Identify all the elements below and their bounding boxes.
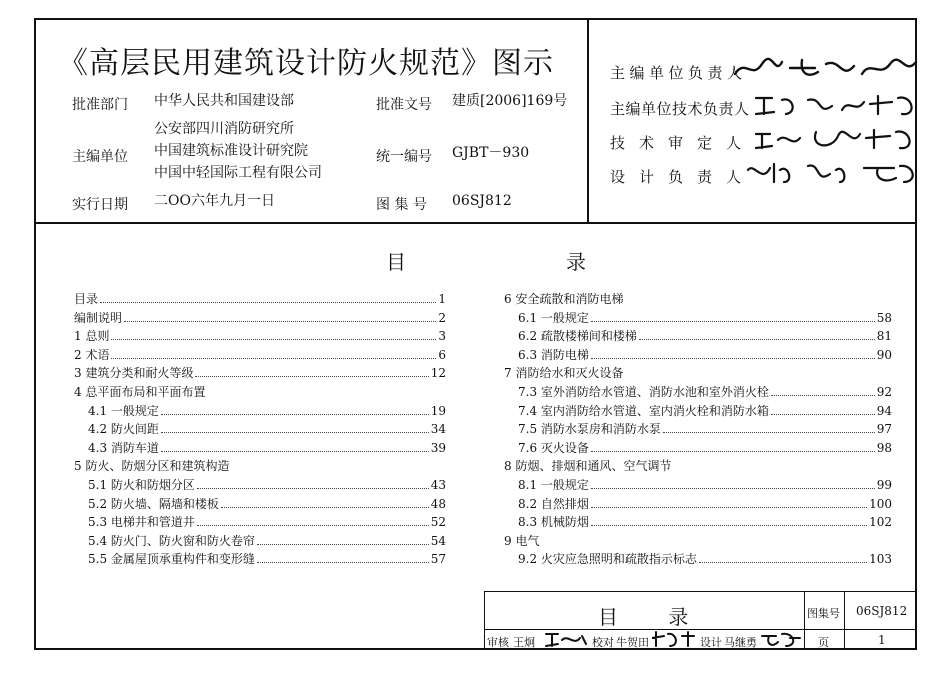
toc-entry-title: 7.3 室外消防给水管道、消防水池和室外消火栓: [518, 384, 769, 399]
atlas-no-label: 图 集 号: [376, 197, 427, 213]
signature-chief-tech: [752, 92, 922, 118]
toc-leader-dots: [591, 487, 875, 489]
toc-leader-dots: [221, 506, 429, 508]
toc-left-column: [74, 290, 446, 569]
toc-entry-page: 103: [869, 552, 892, 567]
toc-entry: [74, 364, 446, 383]
toc-entry-title: 5.1 防火和防烟分区: [88, 477, 195, 492]
approve-dept-label: 批准部门: [72, 97, 128, 113]
unified-no-label: 统一编号: [376, 149, 432, 165]
toc-leader-dots: [591, 357, 875, 359]
review-signature: [544, 630, 588, 648]
check-name: 牛贺田: [616, 636, 649, 649]
toc-entry-title: 6.1 一般规定: [518, 310, 589, 325]
toc-entry: [74, 346, 446, 365]
toc-entry: [504, 290, 892, 309]
toc-leader-dots: [100, 301, 436, 303]
title-block-left-rule: [484, 591, 485, 650]
toc-heading-left: 目: [386, 250, 406, 274]
toc-entry: [504, 309, 892, 328]
toc-entry-page: 58: [876, 310, 892, 325]
toc-entry-page: 81: [876, 329, 892, 344]
toc-leader-dots: [257, 561, 429, 563]
title-block-atlas-value: 06SJ812: [856, 604, 908, 618]
toc-entry: [504, 513, 892, 532]
toc-entry-page: 94: [876, 403, 892, 418]
toc-entry-page: 99: [876, 477, 892, 492]
toc-leader-dots: [699, 561, 867, 563]
toc-entry-title: 6 安全疏散和消防电梯: [504, 292, 624, 306]
header-bottom-rule: [34, 222, 917, 224]
toc-leader-dots: [591, 506, 867, 508]
unified-no-value: GJBT－930: [452, 145, 530, 161]
toc-entry-title: 7.6 灭火设备: [518, 440, 589, 455]
toc-entry-page: 57: [430, 552, 446, 567]
title-block-atlas-label: 图集号: [807, 607, 840, 620]
toc-entry: [504, 346, 892, 365]
toc-entry: [74, 402, 446, 421]
toc-entry-page: 34: [430, 422, 446, 437]
toc-entry-page: 54: [430, 533, 446, 548]
toc-leader-dots: [257, 543, 429, 545]
toc-entry-title: 7.5 消防水泵房和消防水泵: [518, 422, 661, 437]
toc-entry-title: 8 防烟、排烟和通风、空气调节: [504, 459, 672, 474]
toc-leader-dots: [161, 413, 429, 415]
toc-entry-page: 6: [438, 347, 446, 362]
toc-entry: [504, 420, 892, 439]
toc-entry-page: 19: [430, 403, 446, 418]
role-design-lead: 设计负责人: [610, 168, 756, 186]
toc-entry: [504, 457, 892, 476]
page-value: 1: [878, 633, 886, 647]
toc-entry-title: 1 总则: [74, 329, 110, 344]
toc-heading-right: 录: [566, 250, 586, 274]
toc-leader-dots: [591, 450, 875, 452]
toc-entry-title: 4.1 一般规定: [88, 403, 159, 418]
toc-entry-title: 8.1 一般规定: [518, 477, 589, 492]
toc-entry: [504, 327, 892, 346]
toc-entry: [504, 383, 892, 402]
toc-entry-title: 4 总平面布局和平面布置: [74, 384, 206, 399]
toc-entry-title: 2 术语: [74, 347, 110, 362]
atlas-no-value: 06SJ812: [452, 193, 512, 209]
toc-entry-page: 2: [438, 310, 446, 325]
role-tech-review: 技术审定人: [610, 134, 756, 152]
page-title: 《高层民用建筑设计防火规范》图示: [58, 46, 554, 81]
editor-unit-label: 主编单位: [72, 149, 128, 165]
toc-leader-dots: [124, 320, 436, 322]
toc-entry: [74, 327, 446, 346]
date-value: 二OO六年九月一日: [154, 193, 275, 209]
editor-unit-3: 中国中轻国际工程有限公司: [154, 165, 322, 181]
toc-leader-dots: [197, 524, 429, 526]
toc-leader-dots: [111, 338, 436, 340]
approve-doc-label: 批准文号: [376, 97, 432, 113]
title-block-title: 目 录: [598, 605, 711, 629]
toc-leader-dots: [111, 357, 436, 359]
toc-entry-title: 8.3 机械防烟: [518, 515, 589, 530]
toc-leader-dots: [591, 524, 867, 526]
toc-entry: [504, 495, 892, 514]
review-name: 王炯: [513, 636, 535, 649]
toc-entry-title: 6.3 消防电梯: [518, 347, 589, 362]
toc-entry-title: 7 消防给水和灭火设备: [504, 366, 624, 381]
toc-entry: [504, 532, 892, 551]
toc-leader-dots: [639, 338, 875, 340]
toc-entry-page: 48: [430, 496, 446, 511]
role-chief-tech: 主编单位技术负责人: [610, 100, 750, 118]
toc-entry: [74, 439, 446, 458]
review-label: 审核: [487, 636, 509, 649]
toc-entry-title: 9 电气: [504, 533, 540, 548]
toc-entry: [74, 550, 446, 569]
toc-entry: [504, 402, 892, 421]
toc-leader-dots: [161, 431, 429, 433]
design-signature: [760, 630, 802, 648]
approve-doc-value: 建质[2006]169号: [452, 93, 568, 109]
check-signature: [652, 630, 696, 648]
editor-unit-2: 中国建筑标准设计研究院: [154, 143, 308, 159]
toc-entry: [504, 476, 892, 495]
toc-entry-page: 98: [876, 440, 892, 455]
toc-entry: [74, 457, 446, 476]
toc-entry-title: 5.3 电梯井和管道井: [88, 515, 195, 530]
check-label: 校对: [592, 636, 614, 649]
editor-unit-1: 公安部四川消防研究所: [154, 121, 294, 137]
toc-entry-title: 6.2 疏散楼梯间和楼梯: [518, 329, 637, 344]
toc-entry-page: 3: [438, 329, 446, 344]
toc-leader-dots: [591, 320, 875, 322]
signature-design-lead: [744, 160, 920, 186]
toc-entry: [74, 309, 446, 328]
toc-entry-title: 4.2 防火间距: [88, 422, 159, 437]
toc-entry-page: 100: [869, 496, 892, 511]
role-chief-unit: 主编单位负责人: [610, 64, 747, 82]
toc-entry-title: 3 建筑分类和耐火等级: [74, 366, 194, 381]
header-vertical-divider: [587, 18, 589, 223]
title-block-atlas-divider: [804, 591, 805, 650]
toc-entry-title: 5.5 金属屋顶承重构件和变形缝: [88, 552, 255, 567]
toc-entry-title: 目录: [74, 292, 99, 306]
toc-entry-page: 92: [876, 384, 892, 399]
signature-tech-review: [752, 126, 922, 152]
signature-chief-unit: [730, 56, 920, 82]
toc-entry-title: 5.4 防火门、防火窗和防火卷帘: [88, 533, 255, 548]
toc-entry: [74, 513, 446, 532]
toc-leader-dots: [197, 487, 429, 489]
design-label: 设计: [700, 636, 722, 649]
title-block-atlas-inner-divider: [844, 591, 845, 650]
toc-entry-title: 5 防火、防烟分区和建筑构造: [74, 459, 230, 474]
page-label: 页: [818, 636, 829, 649]
toc-entry-title: 编制说明: [74, 310, 123, 325]
toc-leader-dots: [771, 394, 875, 396]
toc-entry: [504, 364, 892, 383]
toc-entry-page: 97: [876, 422, 892, 437]
toc-entry-page: 1: [438, 292, 446, 306]
toc-entry-page: 52: [430, 515, 446, 530]
toc-entry: [74, 476, 446, 495]
toc-leader-dots: [195, 375, 428, 377]
approve-dept-value: 中华人民共和国建设部: [154, 93, 294, 109]
toc-entry: [504, 550, 892, 569]
toc-entry: [74, 420, 446, 439]
toc-entry-page: 102: [869, 515, 892, 530]
toc-entry-page: 90: [876, 347, 892, 362]
toc-entry-title: 8.2 自然排烟: [518, 496, 589, 511]
toc-entry: [504, 439, 892, 458]
toc-entry-page: 39: [430, 440, 446, 455]
title-block-top-rule: [484, 591, 917, 592]
toc-leader-dots: [771, 413, 875, 415]
toc-entry: [74, 290, 446, 309]
toc-entry-page: 12: [430, 366, 446, 381]
toc-entry-title: 9.2 火灾应急照明和疏散指示标志: [518, 552, 697, 567]
date-label: 实行日期: [72, 197, 128, 213]
toc-entry-title: 4.3 消防车道: [88, 440, 159, 455]
toc-entry-title: 5.2 防火墙、隔墙和楼板: [88, 496, 219, 511]
toc-leader-dots: [663, 431, 875, 433]
toc-entry: [74, 495, 446, 514]
toc-entry: [74, 383, 446, 402]
toc-entry: [74, 532, 446, 551]
design-name: 马继勇: [724, 636, 757, 649]
toc-leader-dots: [161, 450, 429, 452]
toc-entry-page: 43: [430, 477, 446, 492]
toc-entry-title: 7.4 室内消防给水管道、室内消火栓和消防水箱: [518, 403, 769, 418]
toc-right-column: [504, 290, 892, 569]
